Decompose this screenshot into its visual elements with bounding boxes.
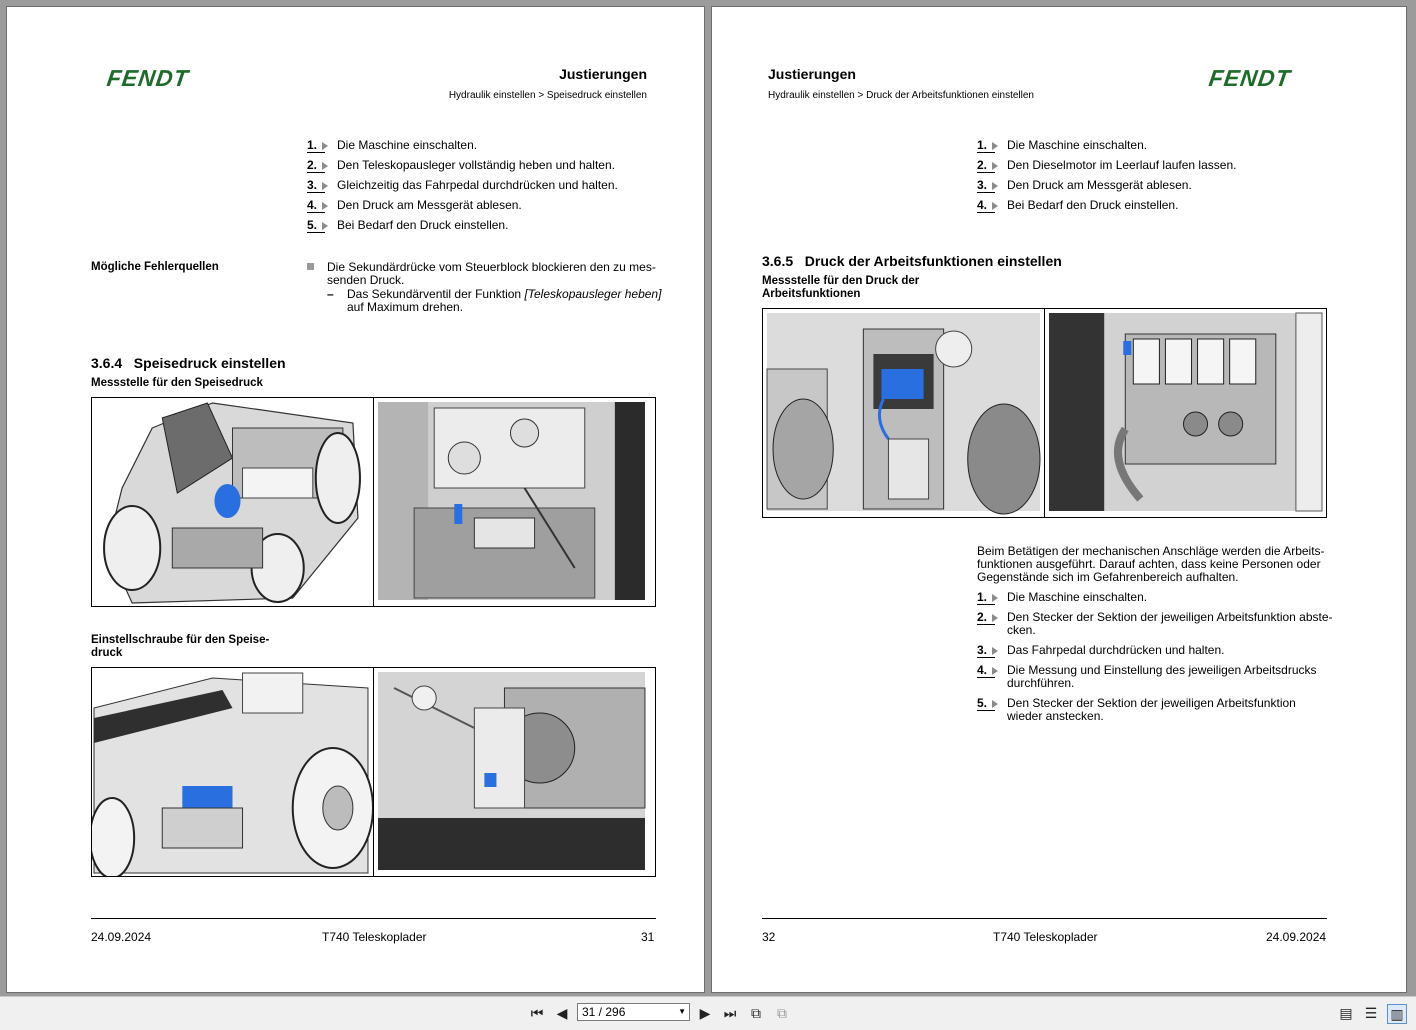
figure-caption: Messstelle für den Druck der Arbeitsfunktionen	[762, 275, 920, 300]
step-item	[307, 139, 667, 152]
step-arrow-icon	[992, 594, 998, 602]
error-sub-post: auf Maximum drehen.	[347, 300, 464, 314]
header-title: Justierungen	[559, 66, 647, 82]
step-item	[307, 219, 667, 232]
step-arrow-icon	[322, 222, 328, 230]
bullet-square-icon	[307, 263, 314, 270]
step-arrow-icon	[992, 614, 998, 622]
footer-page-number: 31	[641, 930, 655, 944]
step-item	[977, 611, 1337, 637]
footer-date: 24.09.2024	[1266, 930, 1327, 944]
step-text: Den Druck am Messgerät ablesen.	[337, 198, 522, 212]
figure-panel-machine-overview	[92, 398, 373, 606]
step-text: Den Teleskopausleger vollständig heben und halten.	[337, 158, 615, 172]
step-number: 3.	[977, 179, 995, 193]
step-text: Den Stecker der Sektion der jeweiligen Arbeitsfunktion abste- cken.	[1007, 610, 1333, 637]
step-arrow-icon	[992, 202, 998, 210]
right-page	[711, 6, 1407, 993]
fendt-logo: FENDT	[105, 65, 191, 91]
error-sub-text	[347, 288, 667, 314]
first-page-icon[interactable]: ⏮	[530, 1005, 544, 1021]
error-sub-pre: Das Sekundärventil der Funktion	[347, 287, 525, 301]
section-heading: 3.6.4 Speisedruck einstellen	[91, 355, 286, 371]
error-sub-function: [Teleskopausleger heben]	[524, 287, 662, 301]
footer-rule	[91, 918, 656, 919]
step-text: Bei Bedarf den Druck einstellen.	[337, 218, 509, 232]
step-item	[977, 139, 1337, 152]
figure2-caption: Einstellschraube für den Speise- druck	[91, 634, 270, 659]
steps-list	[307, 139, 667, 239]
footer-title: T740 Teleskoplader	[993, 930, 1098, 944]
step-number: 1.	[977, 139, 995, 153]
step-item	[977, 591, 1337, 604]
step-number: 5.	[977, 697, 995, 711]
step-number: 1.	[977, 591, 995, 605]
figure-work-function-pressure-point	[762, 308, 1327, 518]
figure-panel-screw-detail	[373, 668, 655, 876]
step-arrow-icon	[322, 142, 328, 150]
step-arrow-icon	[992, 700, 998, 708]
footer-rule	[762, 918, 1327, 919]
warning-text: Beim Betätigen der mechanischen Anschläge werden die Arbeits- funktionen ausgeführt. Darauf achten, dass keine Personen oder Gegenstände sich im Gefahrenbereich aufhalten.	[977, 544, 1325, 584]
steps-list-bottom	[977, 591, 1337, 730]
step-number: 4.	[307, 199, 325, 213]
step-number: 5.	[307, 219, 325, 233]
step-item	[977, 179, 1337, 192]
step-arrow-icon	[992, 647, 998, 655]
figure-panel-valve-detail	[1044, 309, 1326, 517]
figure-panel-valve-overview	[763, 309, 1044, 517]
rotate-icon[interactable]: ⧉	[751, 1005, 761, 1021]
section-heading: 3.6.5 Druck der Arbeitsfunktionen einstellen	[762, 253, 1062, 269]
footer-title: T740 Teleskoplader	[322, 930, 427, 944]
step-item	[977, 199, 1337, 212]
step-arrow-icon	[992, 182, 998, 190]
header-title: Justierungen	[768, 66, 856, 82]
step-number: 2.	[977, 159, 995, 173]
rotate-back-icon[interactable]: ⧉	[777, 1005, 787, 1021]
step-arrow-icon	[992, 667, 998, 675]
step-number: 1.	[307, 139, 325, 153]
step-text: Den Druck am Messgerät ablesen.	[1007, 178, 1192, 192]
figure-feed-pressure-measuring-point	[91, 397, 656, 607]
step-number: 3.	[977, 644, 995, 658]
step-item	[977, 644, 1337, 657]
figure-feed-pressure-adjusting-screw	[91, 667, 656, 877]
page-number-value: 31 / 296	[582, 1005, 626, 1019]
figure-panel-chassis-side	[92, 668, 373, 876]
step-text: Das Fahrpedal durchdrücken und halten.	[1007, 643, 1225, 657]
viewer-toolbar	[0, 996, 1416, 1030]
step-text: Bei Bedarf den Druck einstellen.	[1007, 198, 1179, 212]
step-number: 2.	[307, 159, 325, 173]
previous-page-icon[interactable]: ◀	[556, 1005, 568, 1021]
step-arrow-icon	[322, 162, 328, 170]
step-item	[977, 664, 1337, 690]
error-sources-label: Mögliche Fehlerquellen	[91, 261, 219, 273]
step-text: Gleichzeitig das Fahrpedal durchdrücken und halten.	[337, 178, 618, 192]
page-number-field[interactable]	[577, 1003, 690, 1021]
error-bullet-text: Die Sekundärdrücke vom Steuerblock blockieren den zu mes- senden Druck.	[327, 260, 656, 287]
last-page-icon[interactable]: ⏭	[723, 1005, 737, 1021]
single-page-icon[interactable]: ▤	[1339, 1005, 1353, 1021]
step-item	[307, 179, 667, 192]
step-text: Die Messung und Einstellung des jeweiligen Arbeitsdrucks durchführen.	[1007, 663, 1317, 690]
step-arrow-icon	[322, 202, 328, 210]
step-item	[977, 159, 1337, 172]
dash-bullet: –	[327, 287, 334, 301]
step-text: Den Dieselmotor im Leerlauf laufen lassen.	[1007, 158, 1237, 172]
step-item	[307, 199, 667, 212]
breadcrumb: Hydraulik einstellen > Druck der Arbeitsfunktionen einstellen	[768, 90, 1034, 101]
footer-date: 24.09.2024	[91, 930, 152, 944]
fendt-logo: FENDT	[1207, 65, 1293, 91]
step-number: 4.	[977, 664, 995, 678]
step-arrow-icon	[322, 182, 328, 190]
step-arrow-icon	[992, 142, 998, 150]
step-number: 2.	[977, 611, 995, 625]
step-text: Die Maschine einschalten.	[1007, 138, 1148, 152]
step-item	[307, 159, 667, 172]
step-text: Die Maschine einschalten.	[337, 138, 478, 152]
step-text: Die Maschine einschalten.	[1007, 590, 1148, 604]
breadcrumb: Hydraulik einstellen > Speisedruck einstellen	[448, 90, 647, 101]
step-arrow-icon	[992, 162, 998, 170]
step-number: 4.	[977, 199, 995, 213]
continuous-page-icon[interactable]: ☰	[1364, 1005, 1378, 1021]
two-page-icon[interactable]: ▥	[1387, 1004, 1407, 1024]
next-page-icon[interactable]: ▶	[699, 1005, 711, 1021]
footer-page-number: 32	[762, 930, 776, 944]
step-item	[977, 697, 1337, 723]
step-text: Den Stecker der Sektion der jeweiligen Arbeitsfunktion wieder anstecken.	[1007, 696, 1296, 723]
step-number: 3.	[307, 179, 325, 193]
left-page	[6, 6, 705, 993]
figure-panel-pump-detail	[373, 398, 655, 606]
chevron-down-icon[interactable]: ▼	[678, 1007, 686, 1016]
figure1-caption: Messstelle für den Speisedruck	[91, 377, 263, 389]
steps-list-top	[977, 139, 1337, 219]
